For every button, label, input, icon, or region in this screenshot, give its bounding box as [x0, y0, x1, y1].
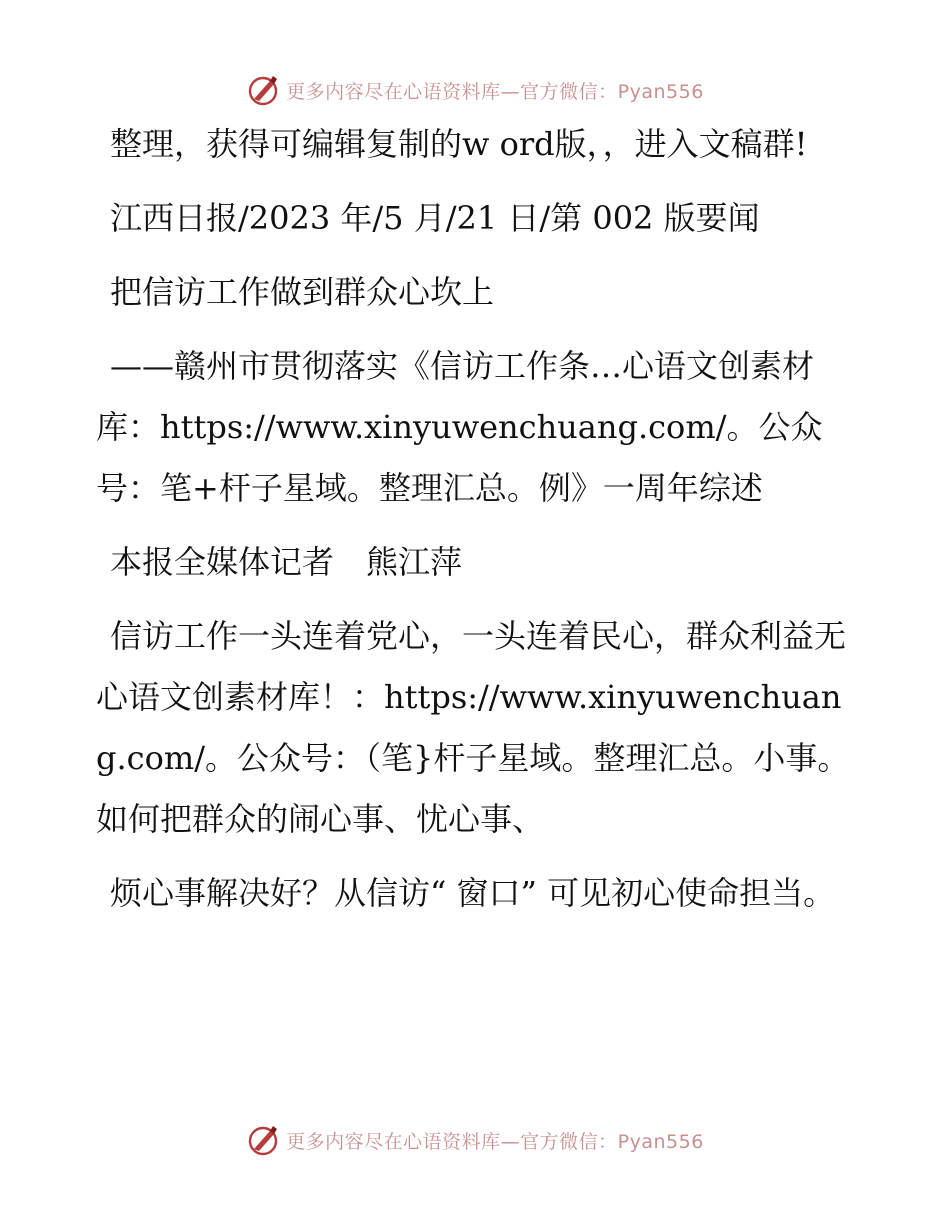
watermark-footer	[0, 1120, 950, 1160]
watermark-header	[0, 70, 950, 110]
paragraph-body-2: 烦心事解决好？从信访“ 窗口” 可见初心使命担当。	[110, 874, 836, 912]
article-byline: 本报全媒体记者 熊江萍	[110, 543, 463, 581]
paragraph-source-line: 江西日报/2023 年/5 月/21 日/第 002 版要闻	[110, 199, 760, 237]
pen-circle-logo-icon	[246, 1123, 280, 1157]
watermark-text: 更多内容尽在心语资料库—官方微信：Pyan556	[286, 80, 704, 103]
paragraph-body-1: 信访工作一头连着党心，一头连着民心，群众利益无心语文创素材库！：https://www.xinyuwenchuang.com/。公众号：（笔}杆子星域。整理汇总。小事。如何把群众的闹心事、忧心事、	[96, 617, 850, 838]
document-body	[96, 114, 852, 937]
watermark-text: 更多内容尽在心语资料库—官方微信：Pyan556	[286, 1130, 704, 1153]
article-title: 把信访工作做到群众心坎上	[110, 273, 495, 311]
pen-circle-logo-icon	[246, 73, 280, 107]
article-subtitle: ——赣州市贯彻落实《信访工作条…心语文创素材库：https://www.xinyuwenchuang.com/。公众号：笔+杆子星域。整理汇总。例》一周年综述	[96, 347, 823, 507]
paragraph-intro: 整理，获得可编辑复制的w ord版，，进入文稿群!	[110, 125, 808, 163]
